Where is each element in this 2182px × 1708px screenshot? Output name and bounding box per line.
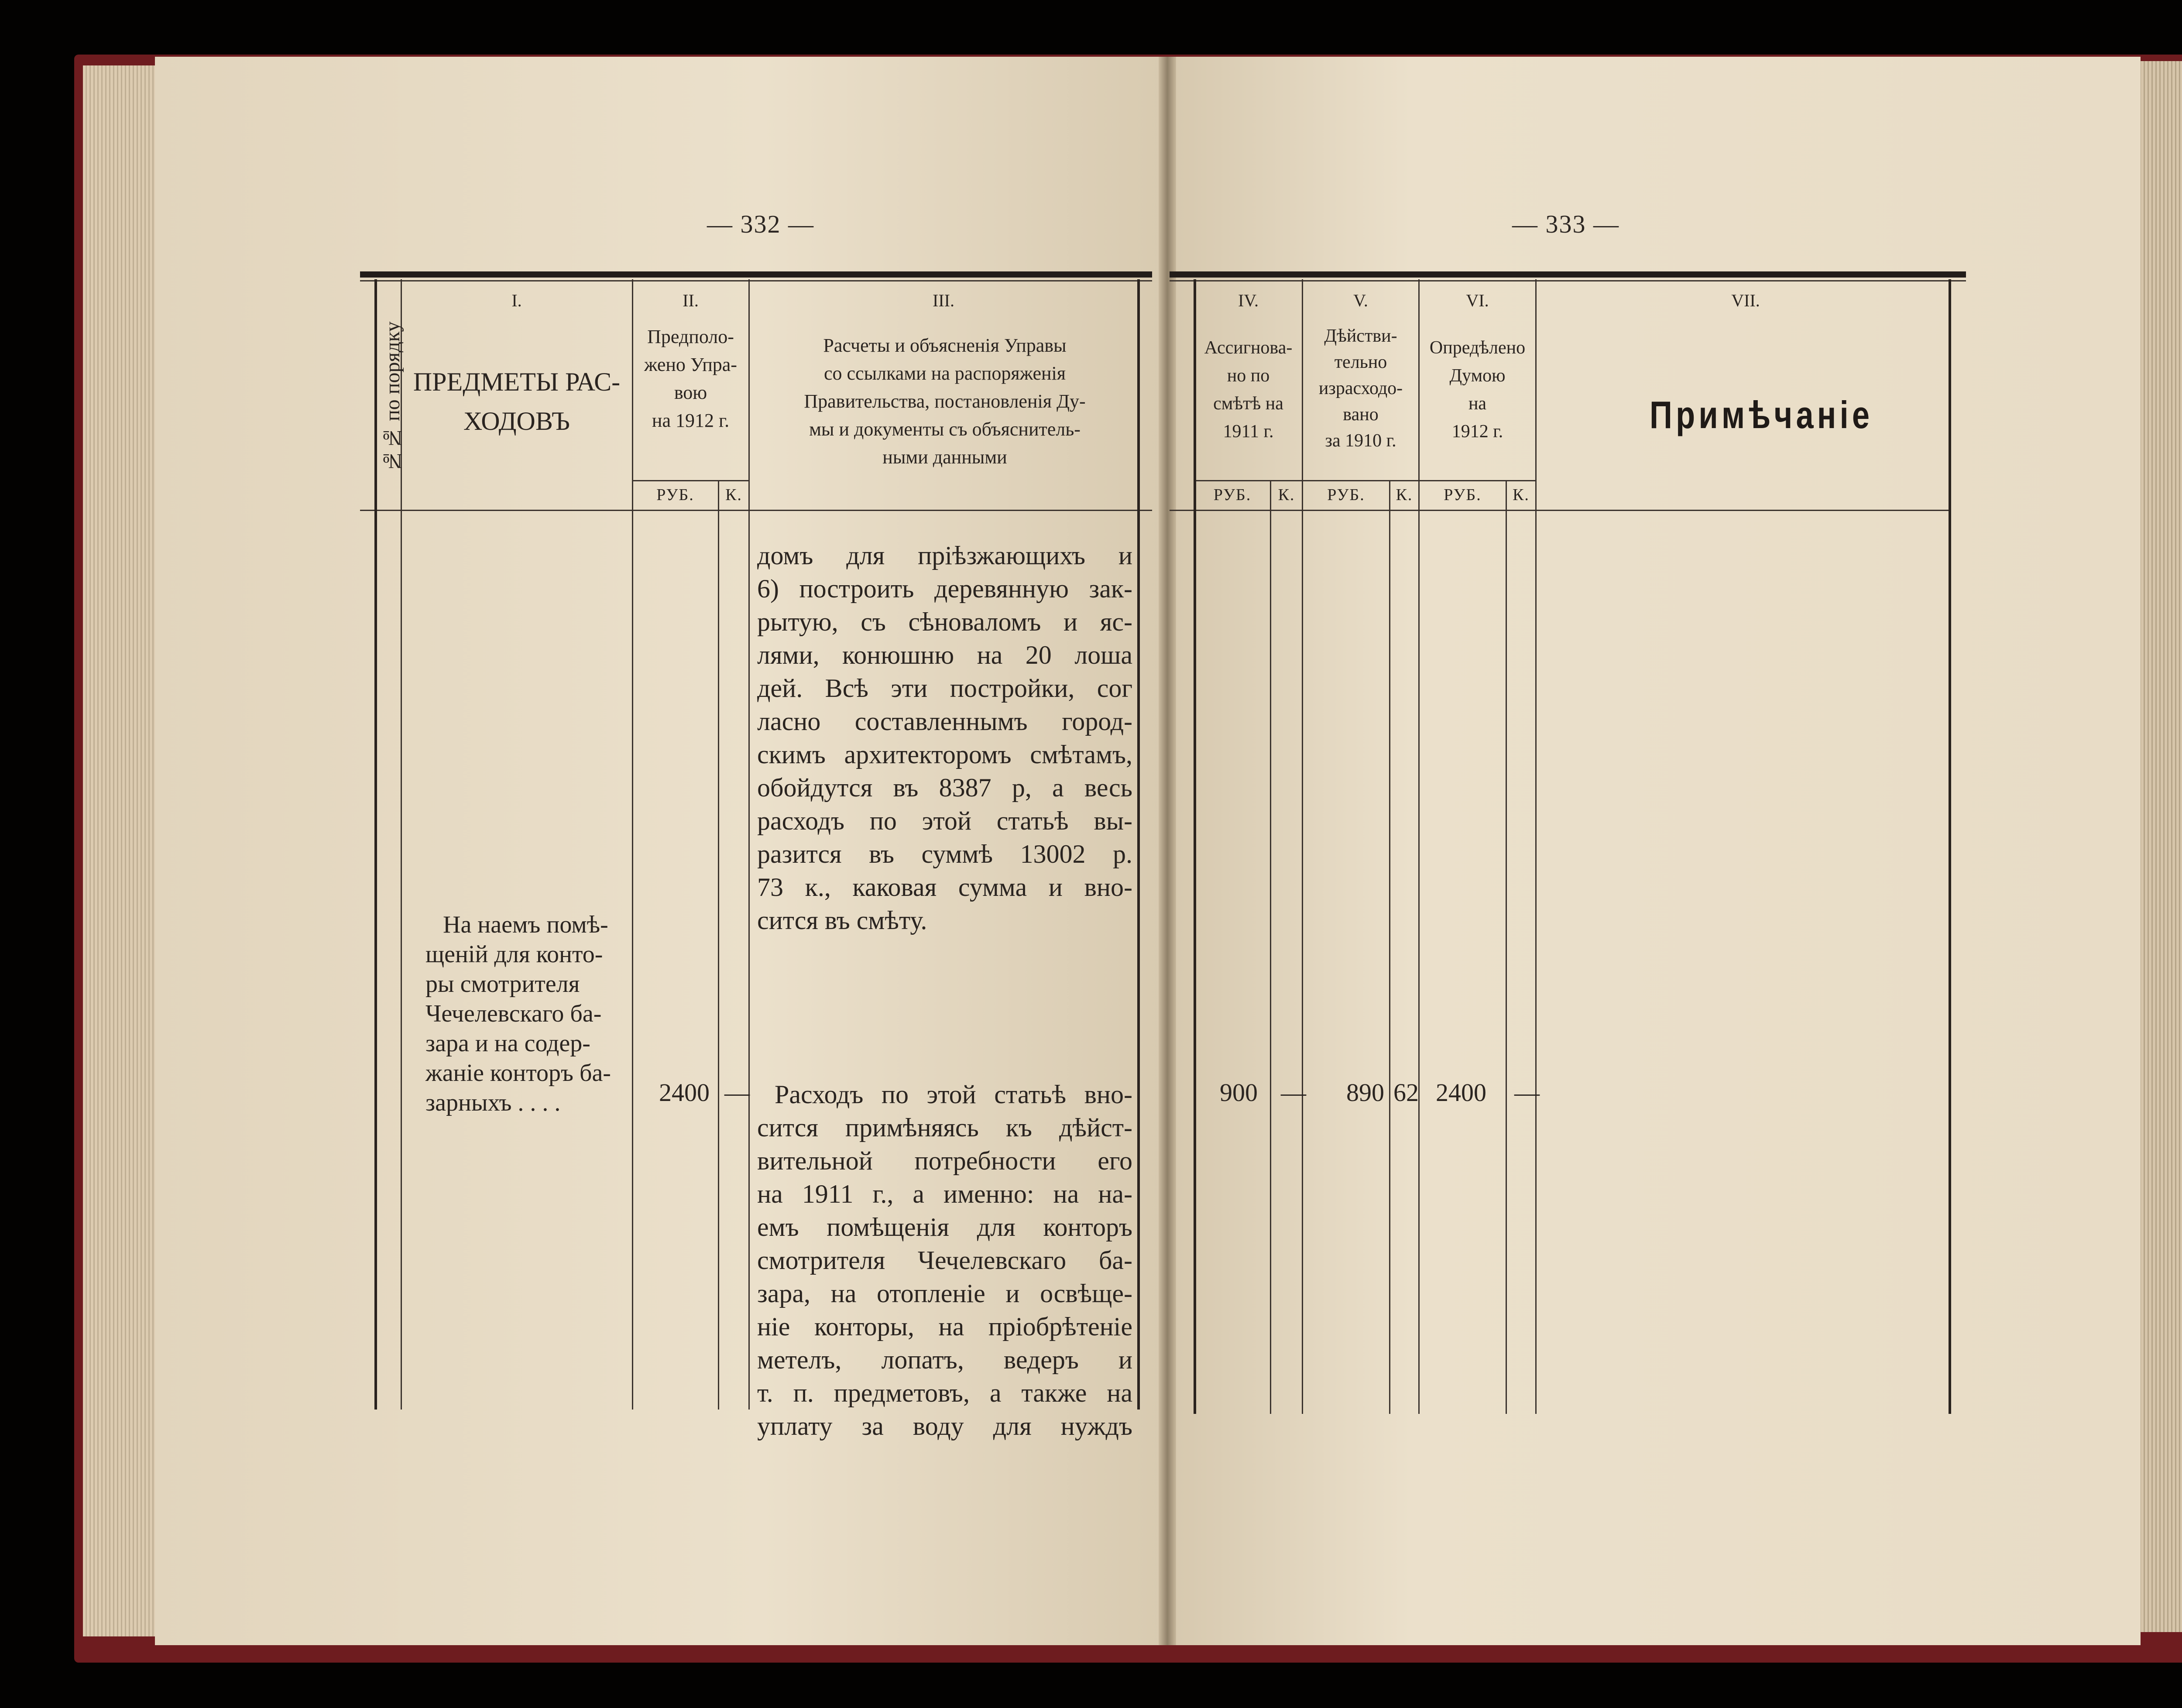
col1-title: ПРЕДМЕТЫ РАС- ХОДОВЪ: [413, 367, 621, 436]
folio-right: — 333 —: [1512, 210, 1619, 238]
col-line-right-right: [1949, 279, 1951, 1414]
approved-kop: —: [1514, 1078, 1540, 1107]
col2-roman: II.: [683, 291, 699, 310]
col-line-2-kop: [718, 480, 719, 1410]
spent-rub: 890: [1346, 1078, 1384, 1107]
col-line-6-kop: [1506, 480, 1507, 1414]
book-gutter: [1159, 57, 1176, 1645]
item-name: На наемъ помѣ- щеній для конто- ры смотрителя Чечелевскаго ба- зара и на содер- жаніе конторъ ба- зарныхъ . . . .: [425, 911, 611, 1116]
col5-unit-kop: К.: [1396, 486, 1413, 504]
col-line-6: [1535, 279, 1537, 1414]
assigned-kop: —: [1281, 1078, 1306, 1107]
col2-unit-rub: РУБ.: [656, 486, 694, 504]
col-line-1: [632, 279, 633, 1410]
col-line-right-outer: [1194, 279, 1196, 1414]
col-line-5: [1418, 279, 1420, 1414]
folio-left: — 332 —: [707, 210, 814, 238]
col5-unit-rub: РУБ.: [1327, 486, 1365, 504]
col-line-left-right: [1137, 279, 1140, 1410]
continuation-text: домъ для пріѣзжающихъ и 6) построить деревянную зак- рытую, съ сѣноваломъ и яс- лями, конюшню на 20 лоша дей. Всѣ эти постройки, сог ласно составленнымъ город- скимъ архитекторомъ смѣтамъ, обойдутся въ 8387 р, а весь расходъ по этой статьѣ вы- разится въ суммѣ 13002 р. 73 к., каковая сумма и вно- сится въ смѣту.: [757, 541, 1132, 935]
proposed-kop: —: [724, 1078, 750, 1107]
spent-kop: 62: [1393, 1078, 1419, 1107]
col4-unit-rub: РУБ.: [1213, 486, 1252, 504]
col7-roman: VII.: [1731, 291, 1760, 310]
col5-title: Дѣйстви- тельно израсходо- вано за 1910 г.: [1318, 326, 1403, 451]
header-bottom-rule-left: [360, 510, 1152, 511]
col4-roman: IV.: [1238, 291, 1259, 310]
col-line-2: [748, 279, 750, 1410]
col4-unit-kop: К.: [1278, 486, 1295, 504]
approved-rub: 2400: [1436, 1078, 1486, 1107]
proposed-rub: 2400: [659, 1078, 710, 1107]
bleed-through: [1588, 332, 2156, 724]
table-top-rule-left: [360, 271, 1152, 278]
col6-unit-kop: К.: [1513, 486, 1530, 504]
unit-rule-right: [1194, 480, 1536, 481]
col5-roman: V.: [1353, 291, 1368, 310]
item-explanation: Расходъ по этой статьѣ вно- сится примѣняясь къ дѣйст- вительной потребности его на 1911 г., а именно: на на- емъ помѣщенія для конторъ смотрителя Чечелевскаго ба- зара, на отопленіе и освѣще- ніе конторы, на пріобрѣтеніе метелъ, лопатъ, ведеръ и т. п. предметовъ, а также на уплату за воду для нуждъ: [757, 1080, 1132, 1440]
col3-title: Расчеты и объясненія Управы со ссылками на распоряженія Правительства, постановленія Ду- мы и документы съ объяснитель- ными данными: [804, 335, 1086, 468]
col2-unit-kop: К.: [725, 486, 742, 504]
num-header: №№ по порядку: [381, 321, 404, 473]
col1-roman: I.: [511, 291, 522, 310]
table-top-rule-right-thin: [1170, 280, 1966, 281]
col-line-4-kop: [1270, 480, 1271, 1414]
col-line-5-kop: [1389, 480, 1390, 1414]
col3-roman: III.: [933, 291, 954, 310]
col6-roman: VI.: [1466, 291, 1489, 310]
col6-unit-rub: РУБ.: [1444, 486, 1482, 504]
col4-title: Ассигнова- но по смѣтѣ на 1911 г.: [1204, 338, 1293, 442]
unit-rule-left: [633, 480, 748, 481]
col6-title: Опредѣлено Думою на 1912 г.: [1429, 338, 1526, 442]
assigned-rub: 900: [1220, 1078, 1258, 1107]
table-top-rule-left-thin: [360, 280, 1152, 281]
header-bottom-rule-right: [1170, 510, 1951, 511]
col2-title: Предполо- жено Упра- вою на 1912 г.: [644, 326, 737, 431]
table-top-rule-right: [1170, 271, 1966, 278]
col7-title: Примѣчаніе: [1650, 393, 1873, 436]
